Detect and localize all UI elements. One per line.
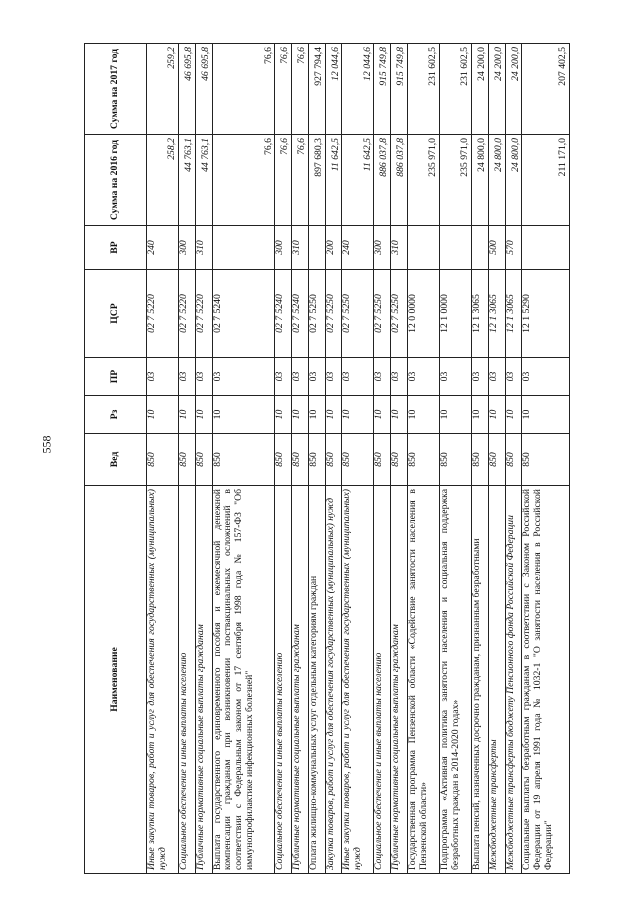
cell-sum2016: 258,2 xyxy=(147,135,179,226)
cell-csr: 02 7 5250 xyxy=(374,270,391,358)
cell-vr: 310 xyxy=(292,226,309,270)
table-row xyxy=(195,44,212,874)
table-row xyxy=(325,44,342,874)
cell-ved: 850 xyxy=(522,434,570,486)
table-row xyxy=(147,44,179,874)
cell-sum2017: 24 200,0 xyxy=(505,44,522,135)
cell-sum2017: 207 402,5 xyxy=(522,44,570,135)
cell-csr: 12 1 3065 xyxy=(472,270,489,358)
cell-ved: 850 xyxy=(391,434,408,486)
cell-pr: 03 xyxy=(522,358,570,396)
cell-rz: 10 xyxy=(472,396,489,434)
cell-vr: 240 xyxy=(147,226,179,270)
cell-sum2017: 915 749,8 xyxy=(391,44,408,135)
cell-sum2016: 211 171,0 xyxy=(522,135,570,226)
table-row xyxy=(374,44,391,874)
cell-vr: 310 xyxy=(195,226,212,270)
cell-ved: 850 xyxy=(440,434,472,486)
cell-csr: 02 7 5250 xyxy=(391,270,408,358)
cell-name: Оплата жилищно-коммунальных услуг отдельным категориям граждан xyxy=(308,486,325,874)
cell-vr xyxy=(472,226,489,270)
table-header-row xyxy=(85,44,147,874)
rotated-page-content xyxy=(84,44,570,874)
cell-sum2016: 24 800,0 xyxy=(488,135,505,226)
cell-rz: 10 xyxy=(325,396,342,434)
cell-sum2016: 76,6 xyxy=(275,135,292,226)
cell-ved: 850 xyxy=(308,434,325,486)
cell-name: Подпрограмма «Активная политика занятости населения и социальная поддержка безработных граждан в 2014-2020 годах» xyxy=(440,486,472,874)
cell-csr: 02 7 5240 xyxy=(292,270,309,358)
cell-vr: 240 xyxy=(342,226,374,270)
cell-name: Государственная программа Пензенской области «Содействие занятости населения в Пензенской области» xyxy=(407,486,439,874)
cell-sum2016: 235 971,0 xyxy=(440,135,472,226)
cell-ved: 850 xyxy=(212,434,275,486)
cell-csr: 02 7 5250 xyxy=(342,270,374,358)
cell-name: Закупка товаров, работ и услуг для обеспечения государственных (муниципальных) нужд xyxy=(325,486,342,874)
cell-ved: 850 xyxy=(488,434,505,486)
cell-name: Социальные выплаты безработным гражданам в соответствии с Законом Российской Федерации от 19 апреля 1991 года № 1032-1 "О занятости населения в Российской Федерации" xyxy=(522,486,570,874)
cell-ved: 850 xyxy=(147,434,179,486)
cell-pr: 03 xyxy=(342,358,374,396)
table-row xyxy=(292,44,309,874)
cell-sum2016: 24 800,0 xyxy=(472,135,489,226)
cell-sum2016: 886 037,8 xyxy=(374,135,391,226)
cell-vr: 200 xyxy=(325,226,342,270)
cell-vr xyxy=(212,226,275,270)
cell-rz: 10 xyxy=(275,396,292,434)
cell-vr: 300 xyxy=(374,226,391,270)
cell-pr: 03 xyxy=(308,358,325,396)
cell-pr: 03 xyxy=(275,358,292,396)
cell-sum2017: 231 602,5 xyxy=(440,44,472,135)
cell-sum2016: 76,6 xyxy=(292,135,309,226)
table-row xyxy=(179,44,196,874)
header-vr: ВР xyxy=(85,226,147,270)
table-row xyxy=(407,44,439,874)
cell-sum2017: 915 749,8 xyxy=(374,44,391,135)
cell-sum2016: 44 763,1 xyxy=(179,135,196,226)
cell-name: Социальное обеспечение и иные выплаты населению xyxy=(275,486,292,874)
header-pr: ПР xyxy=(85,358,147,396)
cell-sum2016: 76,6 xyxy=(212,135,275,226)
cell-sum2016: 11 642,5 xyxy=(342,135,374,226)
cell-name: Социальное обеспечение и иные выплаты населению xyxy=(374,486,391,874)
cell-vr xyxy=(522,226,570,270)
cell-name: Выплата пенсий, назначенных досрочно гражданам, признанным безработными xyxy=(472,486,489,874)
cell-ved: 850 xyxy=(195,434,212,486)
cell-ved: 850 xyxy=(292,434,309,486)
cell-csr: 12 0 0000 xyxy=(407,270,439,358)
cell-vr: 300 xyxy=(179,226,196,270)
cell-sum2017: 46 695,8 xyxy=(195,44,212,135)
cell-name: Публичные нормативные социальные выплаты гражданам xyxy=(195,486,212,874)
table-row xyxy=(440,44,472,874)
cell-sum2016: 886 037,8 xyxy=(391,135,408,226)
cell-name: Иные закупки товаров, работ и услуг для обеспечения государственных (муниципальных) нужд xyxy=(147,486,179,874)
cell-pr: 03 xyxy=(488,358,505,396)
cell-name: Иные закупки товаров, работ и услуг для обеспечения государственных (муниципальных) нужд xyxy=(342,486,374,874)
cell-csr: 12 1 3065 xyxy=(505,270,522,358)
cell-vr xyxy=(440,226,472,270)
cell-csr: 12 1 3065 xyxy=(488,270,505,358)
cell-pr: 03 xyxy=(391,358,408,396)
cell-rz: 10 xyxy=(374,396,391,434)
cell-rz: 10 xyxy=(407,396,439,434)
cell-rz: 10 xyxy=(522,396,570,434)
cell-pr: 03 xyxy=(212,358,275,396)
cell-csr: 12 1 5290 xyxy=(522,270,570,358)
cell-ved: 850 xyxy=(505,434,522,486)
cell-rz: 10 xyxy=(147,396,179,434)
cell-csr: 02 7 5220 xyxy=(147,270,179,358)
cell-sum2017: 12 044,6 xyxy=(325,44,342,135)
cell-csr: 02 7 5240 xyxy=(212,270,275,358)
cell-csr: 02 7 5250 xyxy=(325,270,342,358)
cell-rz: 10 xyxy=(342,396,374,434)
budget-table xyxy=(84,43,570,874)
cell-ved: 850 xyxy=(374,434,391,486)
table-row xyxy=(275,44,292,874)
cell-sum2017: 24 200,0 xyxy=(488,44,505,135)
cell-rz: 10 xyxy=(195,396,212,434)
cell-sum2016: 11 642,5 xyxy=(325,135,342,226)
cell-vr xyxy=(308,226,325,270)
table-row xyxy=(522,44,570,874)
cell-vr: 310 xyxy=(391,226,408,270)
cell-sum2017: 76,6 xyxy=(275,44,292,135)
cell-ved: 850 xyxy=(407,434,439,486)
table-row xyxy=(212,44,275,874)
table-row xyxy=(505,44,522,874)
cell-name: Межбюджетные трансферты xyxy=(488,486,505,874)
cell-vr: 500 xyxy=(488,226,505,270)
header-rz: Рз xyxy=(85,396,147,434)
cell-ved: 850 xyxy=(325,434,342,486)
cell-pr: 03 xyxy=(195,358,212,396)
cell-pr: 03 xyxy=(374,358,391,396)
cell-sum2017: 46 695,8 xyxy=(179,44,196,135)
cell-pr: 03 xyxy=(407,358,439,396)
cell-sum2017: 231 602,5 xyxy=(407,44,439,135)
header-name: Наименование xyxy=(85,486,147,874)
cell-pr: 03 xyxy=(179,358,196,396)
cell-csr: 02 7 5220 xyxy=(195,270,212,358)
table-row xyxy=(308,44,325,874)
cell-sum2016: 235 971,0 xyxy=(407,135,439,226)
cell-sum2017: 927 794,4 xyxy=(308,44,325,135)
cell-name: Публичные нормативные социальные выплаты гражданам xyxy=(391,486,408,874)
cell-ved: 850 xyxy=(179,434,196,486)
cell-sum2017: 76,6 xyxy=(292,44,309,135)
cell-rz: 10 xyxy=(391,396,408,434)
cell-ved: 850 xyxy=(342,434,374,486)
cell-name: Межбюджетные трансферты бюджету Пенсионного фонда Российской Федерации xyxy=(505,486,522,874)
cell-rz: 10 xyxy=(212,396,275,434)
cell-rz: 10 xyxy=(179,396,196,434)
cell-csr: 12 1 0000 xyxy=(440,270,472,358)
cell-csr: 02 7 5220 xyxy=(179,270,196,358)
cell-rz: 10 xyxy=(308,396,325,434)
cell-pr: 03 xyxy=(505,358,522,396)
cell-sum2017: 24 200,0 xyxy=(472,44,489,135)
cell-csr: 02 7 5250 xyxy=(308,270,325,358)
cell-csr: 02 7 5240 xyxy=(275,270,292,358)
cell-rz: 10 xyxy=(292,396,309,434)
table-row xyxy=(488,44,505,874)
cell-pr: 03 xyxy=(147,358,179,396)
cell-pr: 03 xyxy=(292,358,309,396)
table-body xyxy=(147,44,570,874)
cell-sum2017: 12 044,6 xyxy=(342,44,374,135)
page-number: 558 xyxy=(39,435,54,454)
cell-name: Выплата государственного единовременного пособия и ежемесячной денежной компенсации гражданам при возникновении поствакцинальных осложнений в соответствии с Федеральным законом от 17 сентября 1998 года № 157-ФЗ "Об иммунопрофилактике инфекционных болезней" xyxy=(212,486,275,874)
cell-name: Социальное обеспечение и иные выплаты населению xyxy=(179,486,196,874)
cell-vr xyxy=(407,226,439,270)
cell-pr: 03 xyxy=(440,358,472,396)
cell-ved: 850 xyxy=(472,434,489,486)
cell-ved: 850 xyxy=(275,434,292,486)
cell-sum2016: 24 800,0 xyxy=(505,135,522,226)
cell-pr: 03 xyxy=(325,358,342,396)
cell-vr: 570 xyxy=(505,226,522,270)
cell-rz: 10 xyxy=(440,396,472,434)
header-sum-2017: Сумма на 2017 год xyxy=(85,44,147,135)
cell-sum2017: 259,2 xyxy=(147,44,179,135)
cell-vr: 300 xyxy=(275,226,292,270)
header-ved: Вед xyxy=(85,434,147,486)
cell-rz: 10 xyxy=(505,396,522,434)
header-csr: ЦСР xyxy=(85,270,147,358)
cell-sum2016: 44 763,1 xyxy=(195,135,212,226)
cell-sum2017: 76,6 xyxy=(212,44,275,135)
cell-rz: 10 xyxy=(488,396,505,434)
header-sum-2016: Сумма на 2016 год xyxy=(85,135,147,226)
cell-name: Публичные нормативные социальные выплаты гражданам xyxy=(292,486,309,874)
table-row xyxy=(391,44,408,874)
table-row xyxy=(342,44,374,874)
table-row xyxy=(472,44,489,874)
cell-sum2016: 897 680,3 xyxy=(308,135,325,226)
cell-pr: 03 xyxy=(472,358,489,396)
